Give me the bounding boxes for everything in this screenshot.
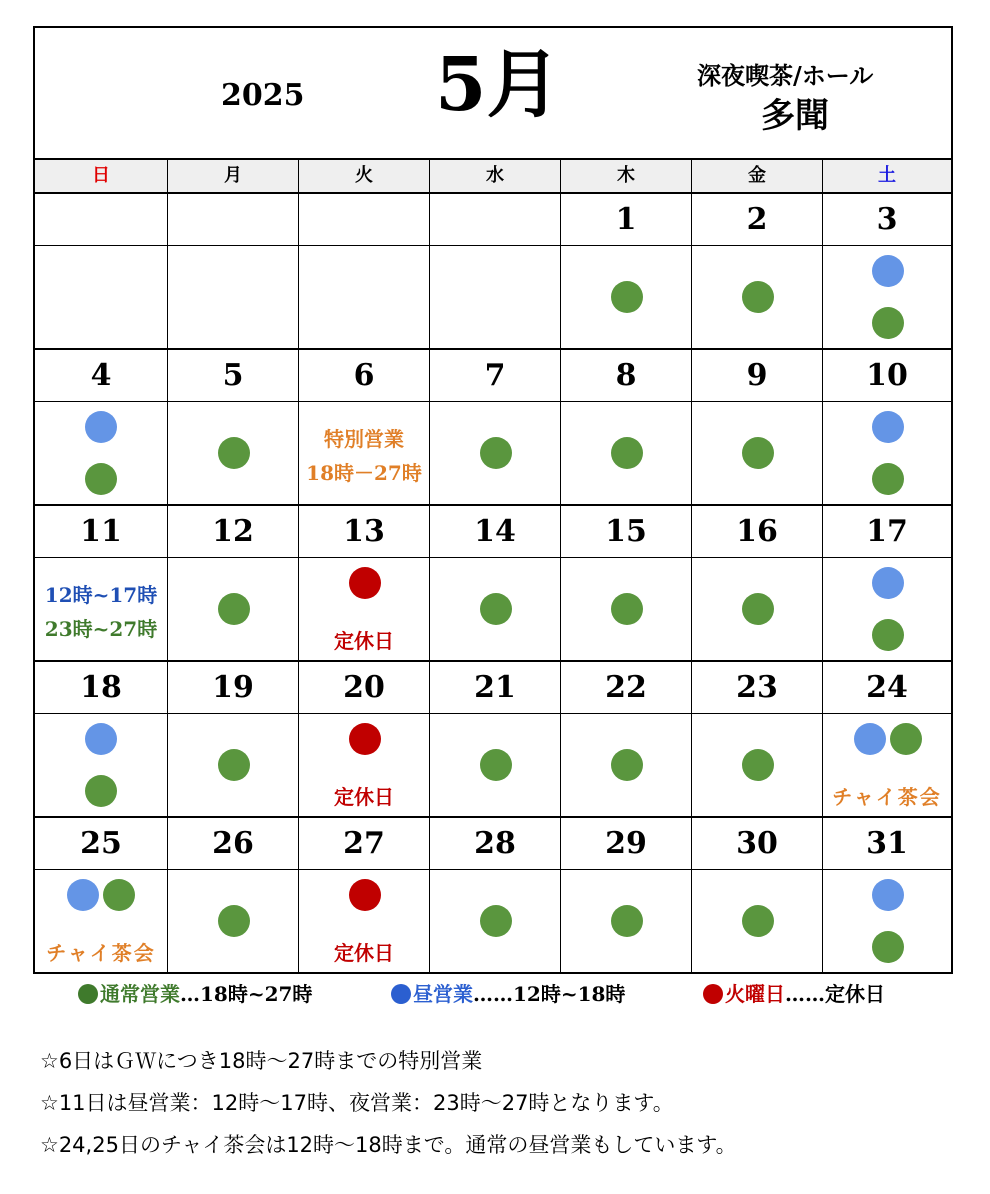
weekday-label: 木 xyxy=(560,160,691,192)
day-cell xyxy=(691,194,822,348)
day-cell xyxy=(429,818,560,972)
day-cell xyxy=(35,194,167,348)
day-number: 4 xyxy=(35,350,167,402)
day-cell xyxy=(167,662,298,816)
red-dot-icon xyxy=(703,984,723,1004)
day-number: 22 xyxy=(561,662,691,714)
day-number: 21 xyxy=(430,662,560,714)
green-dot-icon xyxy=(218,749,250,781)
day-number: 8 xyxy=(561,350,691,402)
day-cell xyxy=(822,350,951,504)
day-cell xyxy=(429,662,560,816)
day-body xyxy=(35,871,167,972)
day-cell xyxy=(35,350,167,504)
blue-dot-icon xyxy=(85,723,117,755)
day-number: 24 xyxy=(823,662,951,714)
day-number: 31 xyxy=(823,818,951,870)
blue-dot-icon xyxy=(854,723,886,755)
green-dot-icon xyxy=(218,905,250,937)
day-body xyxy=(168,559,298,660)
day-number: 25 xyxy=(35,818,167,870)
day-number: 29 xyxy=(561,818,691,870)
day-body xyxy=(168,871,298,972)
green-dot-icon xyxy=(742,593,774,625)
day-number: 15 xyxy=(561,506,691,558)
green-dot-icon xyxy=(611,437,643,469)
day-note: 18時－27時 xyxy=(306,461,422,485)
footnote-item: ☆6日はＧＷにつき18時〜27時までの特別営業 xyxy=(40,1049,483,1073)
day-cell xyxy=(429,506,560,660)
day-cell xyxy=(560,818,691,972)
weekday-label: 土 xyxy=(822,160,951,192)
green-dot-icon xyxy=(218,437,250,469)
legend-regular-desc: …18時~27時 xyxy=(180,982,313,1006)
day-number: 17 xyxy=(823,506,951,558)
day-cell xyxy=(429,350,560,504)
weekday-label: 月 xyxy=(167,160,298,192)
green-dot-icon xyxy=(872,307,904,339)
blue-dot-icon xyxy=(872,255,904,287)
day-cell xyxy=(298,662,429,816)
day-body xyxy=(430,871,560,972)
blue-dot-icon xyxy=(67,879,99,911)
day-body xyxy=(430,247,560,348)
day-number xyxy=(430,194,560,246)
day-body xyxy=(430,559,560,660)
legend-closed-label: 火曜日 xyxy=(725,982,785,1006)
day-number: 28 xyxy=(430,818,560,870)
day-number: 16 xyxy=(692,506,822,558)
blue-dot-icon xyxy=(872,879,904,911)
day-body xyxy=(561,559,691,660)
green-dot-icon xyxy=(611,281,643,313)
weekday-label: 水 xyxy=(429,160,560,192)
day-cell xyxy=(298,818,429,972)
day-note: チャイ茶会 xyxy=(46,941,156,965)
day-number: 12 xyxy=(168,506,298,558)
green-dot-icon xyxy=(872,463,904,495)
day-cell xyxy=(822,506,951,660)
day-body xyxy=(35,559,167,660)
day-body xyxy=(823,559,951,660)
day-cell xyxy=(35,662,167,816)
day-body xyxy=(299,715,429,816)
green-dot-icon xyxy=(742,281,774,313)
green-dot-icon xyxy=(890,723,922,755)
green-dot-icon xyxy=(85,463,117,495)
day-number: 26 xyxy=(168,818,298,870)
footnotes xyxy=(40,1040,737,1166)
green-dot-icon xyxy=(480,749,512,781)
calendar-grid xyxy=(35,194,951,972)
red-dot-icon xyxy=(349,567,381,599)
day-cell xyxy=(822,662,951,816)
day-body xyxy=(692,403,822,504)
weekday-label: 火 xyxy=(298,160,429,192)
weekday-label: 日 xyxy=(92,165,110,186)
day-body xyxy=(299,403,429,504)
day-body xyxy=(692,715,822,816)
day-note: 23時~27時 xyxy=(44,617,158,641)
green-dot-icon xyxy=(742,437,774,469)
red-dot-icon xyxy=(349,723,381,755)
day-number: 20 xyxy=(299,662,429,714)
day-number: 6 xyxy=(299,350,429,402)
green-dot-icon xyxy=(103,879,135,911)
day-cell xyxy=(560,350,691,504)
legend-daytime-desc: ……12時~18時 xyxy=(473,982,626,1006)
day-cell xyxy=(822,194,951,348)
day-cell xyxy=(35,818,167,972)
shop-subtitle: 深夜喫茶/ホール xyxy=(697,61,874,90)
day-body xyxy=(561,871,691,972)
day-body xyxy=(561,247,691,348)
red-dot-icon xyxy=(349,879,381,911)
green-dot-icon xyxy=(611,593,643,625)
day-body xyxy=(692,559,822,660)
day-body xyxy=(35,247,167,348)
green-dot-icon xyxy=(480,437,512,469)
legend-closed-desc: ……定休日 xyxy=(785,982,885,1006)
day-number xyxy=(35,194,167,246)
day-number: 3 xyxy=(823,194,951,246)
day-body xyxy=(35,403,167,504)
green-dot-icon xyxy=(78,984,98,1004)
day-number xyxy=(299,194,429,246)
day-body xyxy=(823,403,951,504)
green-dot-icon xyxy=(611,749,643,781)
day-number: 18 xyxy=(35,662,167,714)
day-note: 定休日 xyxy=(334,941,394,965)
legend-regular xyxy=(78,978,312,1007)
day-number: 1 xyxy=(561,194,691,246)
green-dot-icon xyxy=(85,775,117,807)
day-cell xyxy=(167,818,298,972)
day-cell xyxy=(560,506,691,660)
day-body xyxy=(692,247,822,348)
day-cell xyxy=(35,506,167,660)
day-cell xyxy=(822,818,951,972)
day-body xyxy=(299,871,429,972)
week-row xyxy=(35,194,951,348)
day-note: 特別営業 xyxy=(324,427,404,451)
blue-dot-icon xyxy=(391,984,411,1004)
day-body xyxy=(168,403,298,504)
day-number: 14 xyxy=(430,506,560,558)
day-number: 5 xyxy=(168,350,298,402)
day-body xyxy=(823,715,951,816)
week-row xyxy=(35,504,951,660)
day-number: 30 xyxy=(692,818,822,870)
day-cell xyxy=(167,350,298,504)
week-row xyxy=(35,348,951,504)
green-dot-icon xyxy=(742,905,774,937)
day-cell xyxy=(298,194,429,348)
day-body xyxy=(430,403,560,504)
day-cell xyxy=(298,506,429,660)
shop-name: 多聞 xyxy=(761,96,829,136)
day-cell xyxy=(691,506,822,660)
green-dot-icon xyxy=(872,931,904,963)
week-row xyxy=(35,816,951,972)
month-title: 5月 xyxy=(435,42,561,128)
green-dot-icon xyxy=(742,749,774,781)
green-dot-icon xyxy=(218,593,250,625)
day-cell xyxy=(298,350,429,504)
day-cell xyxy=(167,194,298,348)
green-dot-icon xyxy=(480,905,512,937)
day-cell xyxy=(560,662,691,816)
day-cell xyxy=(691,350,822,504)
green-dot-icon xyxy=(480,593,512,625)
day-note: 定休日 xyxy=(334,629,394,653)
day-number: 13 xyxy=(299,506,429,558)
day-number: 2 xyxy=(692,194,822,246)
day-body xyxy=(823,871,951,972)
day-cell xyxy=(560,194,691,348)
weekday-label: 金 xyxy=(691,160,822,192)
day-body xyxy=(823,247,951,348)
week-row xyxy=(35,660,951,816)
footnote-item: ☆11日は昼営業：12時〜17時、夜営業：23時〜27時となります。 xyxy=(40,1091,674,1115)
legend-closed xyxy=(703,978,885,1007)
day-body xyxy=(430,715,560,816)
day-note: 定休日 xyxy=(334,785,394,809)
day-cell xyxy=(691,662,822,816)
legend-regular-label: 通常営業 xyxy=(100,982,180,1006)
day-note: 12時~17時 xyxy=(44,583,158,607)
day-number: 10 xyxy=(823,350,951,402)
footnote-item: ☆24,25日のチャイ茶会は12時〜18時まで。通常の昼営業もしています。 xyxy=(40,1133,737,1157)
day-body xyxy=(692,871,822,972)
day-body xyxy=(168,247,298,348)
legend-daytime xyxy=(391,978,625,1007)
day-body xyxy=(168,715,298,816)
blue-dot-icon xyxy=(872,411,904,443)
calendar-header xyxy=(35,28,951,160)
day-number: 7 xyxy=(430,350,560,402)
day-body xyxy=(561,403,691,504)
legend xyxy=(0,978,990,1008)
day-number: 11 xyxy=(35,506,167,558)
day-cell xyxy=(691,818,822,972)
year-label: 2025 xyxy=(221,78,305,113)
green-dot-icon xyxy=(611,905,643,937)
day-number: 19 xyxy=(168,662,298,714)
day-number: 23 xyxy=(692,662,822,714)
day-note: チャイ茶会 xyxy=(832,785,942,809)
day-cell xyxy=(429,194,560,348)
blue-dot-icon xyxy=(85,411,117,443)
legend-daytime-label: 昼営業 xyxy=(413,982,473,1006)
day-number xyxy=(168,194,298,246)
day-body xyxy=(35,715,167,816)
calendar xyxy=(33,26,953,974)
weekday-header-row xyxy=(35,160,951,194)
day-cell xyxy=(167,506,298,660)
day-number: 9 xyxy=(692,350,822,402)
green-dot-icon xyxy=(872,619,904,651)
day-body xyxy=(561,715,691,816)
day-body xyxy=(299,247,429,348)
day-body xyxy=(299,559,429,660)
day-number: 27 xyxy=(299,818,429,870)
blue-dot-icon xyxy=(872,567,904,599)
